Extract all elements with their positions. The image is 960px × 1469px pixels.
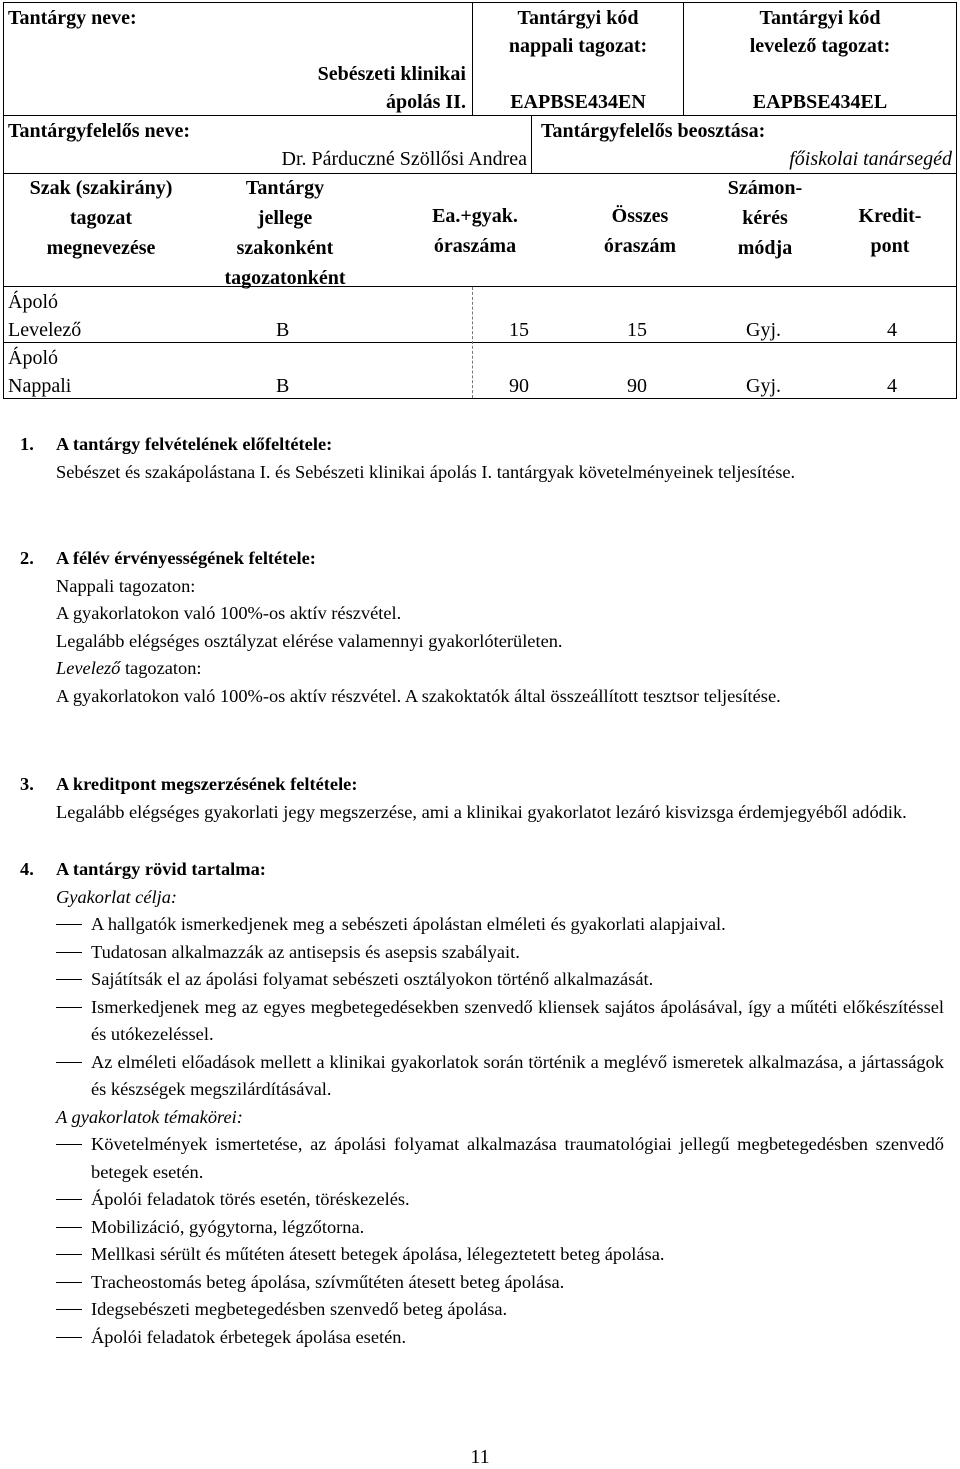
section-2-number: 2. [20,548,34,568]
list-item: Mellkasi sérült és műtéten átesett betegek ápolása, lélegeztetett beteg ápolása. [56,1241,944,1269]
list-item: Az elméleti előadások mellett a klinikai gyakorlatok során történik a meglévő ismeretek alkalmazása, a jártasságok és készségek megszilárdításával. [56,1049,944,1104]
section-4-title: A tantárgy rövid tartalma: [56,859,266,879]
row-credit: 4 [887,375,897,397]
header-type [190,176,380,290]
code-corr-label-1: Tantárgyi kód [759,7,881,29]
list-item: A hallgatók ismerkedjenek meg a sebészeti ápolástan elméleti és gyakorlati alapjaival. [56,911,944,939]
header-program-line1: Szak (szakirány) [29,177,173,199]
section-3-title: A kreditpont megszerzésének feltétele: [56,774,358,794]
position-value: főiskolai tanársegéd [789,148,952,170]
header-program-line3: megnevezése [46,237,156,259]
code-day-label-2: nappali tagozat: [508,35,648,57]
topics-label: A gyakorlatok témakörei: [56,1106,243,1127]
section-4-number: 4. [20,859,34,879]
list-item: Ápolói feladatok érbetegek ápolása esetén. [56,1324,944,1352]
header-type-line4: tagozatonként [224,267,346,289]
row-type: B [276,375,290,397]
row-mode: Nappali [8,375,72,397]
row-program: Ápoló [8,291,58,313]
list-item: Ismerkedjenek meg az egyes megbetegedésekben szenvedő kliensek sajátos ápolásával, így a műtéti előkészítéssel és utókezeléssel. [56,994,944,1049]
row-hours: 15 [509,319,529,341]
section-3-number: 3. [20,774,34,794]
row-exam: Gyj. [746,319,781,341]
section-2-title: A félév érvényességének feltétele: [56,548,316,568]
list-item: Sajátítsák el az ápolási folyamat sebészeti osztályokon történő alkalmazását. [56,966,944,994]
code-corr-label-2: levelező tagozat: [749,35,891,57]
section-1-text: Sebészet és szakápolástana I. és Sebészeti klinikai ápolás I. tantárgyak követelményeinek teljesítése. [56,461,796,482]
header-credit-line1: Kredit- [858,205,922,227]
day-mode-label: Nappali tagozaton: [56,575,196,596]
correspondence-word: Levelező [56,658,121,678]
section-3 [56,771,944,826]
header-credit [830,204,950,258]
list-item: Követelmények ismertetése, az ápolási folyamat alkalmazása traumatológiai jellegű megbetegedésben szenvedő betegek esetén. [56,1131,944,1186]
header-exam-line1: Számon- [727,177,803,199]
responsible-value: Dr. Párduczné Szöllősi Andrea [281,148,527,170]
header-total-line1: Összes [611,205,669,227]
list-item: Mobilizáció, gyógytorna, légzőtorna. [56,1214,944,1242]
header-exam [690,176,840,260]
section-1-title: A tantárgy felvételének előfeltétele: [56,434,333,454]
header-exam-line3: módja [737,237,793,259]
row-total: 90 [627,375,647,397]
goals-label: Gyakorlat célja: [56,886,178,907]
code-day-label-1: Tantárgyi kód [517,7,639,29]
list-item: Ápolói feladatok törés esetén, töréskezelés. [56,1186,944,1214]
header-hours [380,204,570,258]
page-number: 11 [470,1446,490,1468]
section-1-number: 1. [20,434,34,454]
subject-name-label: Tantárgy neve: [8,7,137,29]
list-item: Idegsebészeti megbetegedésben szenvedő beteg ápolása. [56,1296,944,1324]
header-type-line3: szakonként [236,237,334,259]
row-total: 15 [627,319,647,341]
goals-list [56,911,944,1104]
row-mode: Levelező [8,319,82,341]
correspondence-mode-label [56,655,944,683]
header-total-line2: óraszám [603,235,677,257]
day-requirement-1: A gyakorlatokon való 100%-os aktív részvétel. [56,603,402,623]
topics-list [56,1131,944,1351]
code-day-value: EAPBSE434EN [510,91,646,113]
row-exam: Gyj. [746,375,781,397]
position-label: Tantárgyfelelős beosztása: [541,120,766,142]
responsible-label: Tantárgyfelelős neve: [8,120,191,142]
section-3-text: Legalább elégséges gyakorlati jegy megszerzése, ami a klinikai gyakorlatot lezáró kisvizsga érdemjegyéből adódik. [56,801,907,822]
header-type-line1: Tantárgy [245,177,325,199]
header-hours-line1: Ea.+gyak. [432,205,518,227]
subject-name-line1: Sebészeti klinikai [317,63,466,85]
list-item: Tracheostomás beteg ápolása, szívműtéten átesett beteg ápolása. [56,1269,944,1297]
row-hours: 90 [509,375,529,397]
row-credit: 4 [887,319,897,341]
section-1 [56,431,944,486]
list-item: Tudatosan alkalmazzák az antisepsis és asepsis szabályait. [56,939,944,967]
subject-name-value-2: ápolás II. [385,91,466,113]
correspondence-label-rest: tagozaton: [120,658,202,678]
header-program-line2: tagozat [69,207,133,229]
header-type-line2: jellege [257,207,313,229]
code-corr-value: EAPBSE434EL [752,91,888,113]
header-credit-line2: pont [870,235,910,257]
day-requirement-2: Legalább elégséges osztályzat elérése valamennyi gyakorlóterületen. [56,630,563,651]
section-4 [56,856,944,1351]
row-type: B [276,319,290,341]
section-2 [56,545,944,710]
subject-name-value [318,62,466,86]
header-hours-line2: óraszáma [433,235,517,257]
row-program: Ápoló [8,347,58,369]
header-exam-line2: kérés [742,207,788,229]
correspondence-requirement: A gyakorlatokon való 100%-os aktív részvétel. A szakoktatók által összeállított tesztsor teljesítése. [56,685,781,706]
header-program [4,176,198,260]
